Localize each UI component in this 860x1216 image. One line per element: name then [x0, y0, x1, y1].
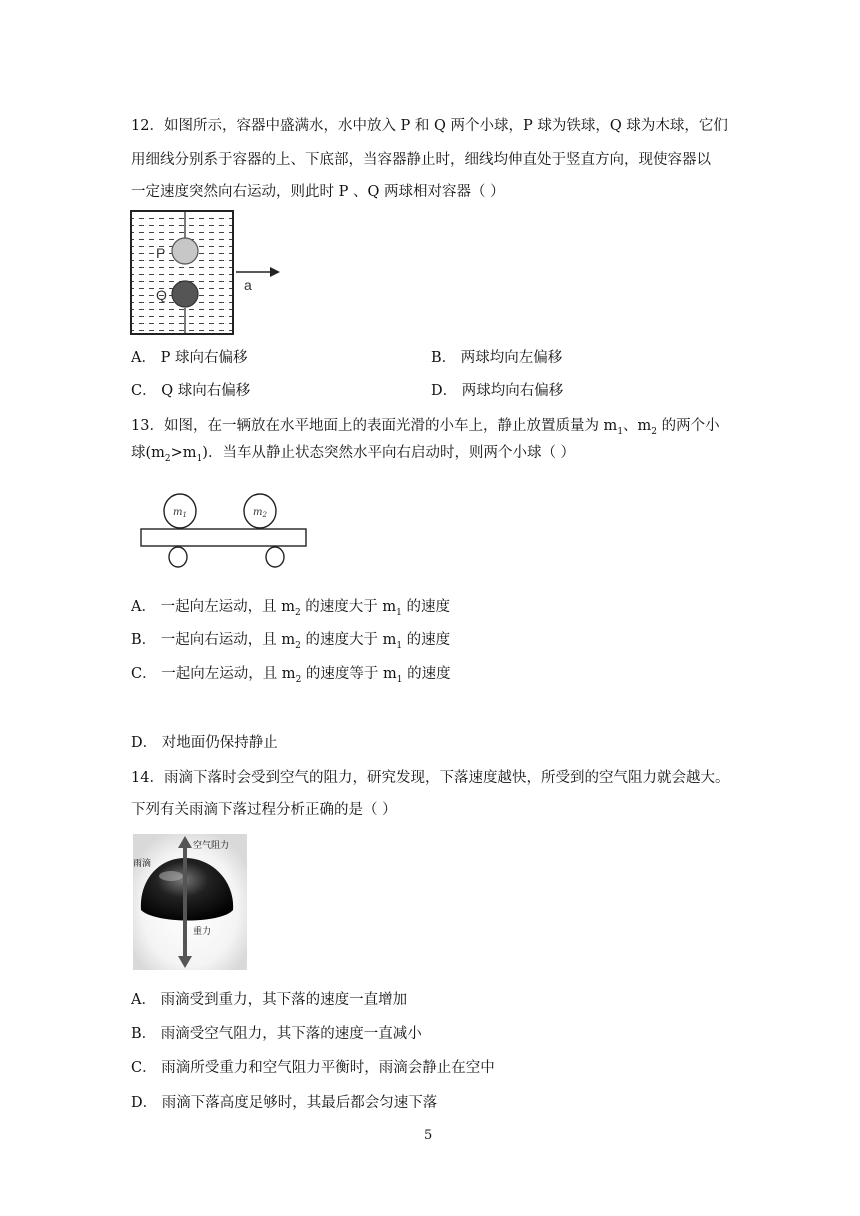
label-gravity: 重力: [193, 927, 212, 937]
q14-option-d: D． 雨滴下落高度足够时，其最后都会匀速下落: [131, 1095, 438, 1111]
q14-raindrop-figure: [131, 834, 251, 972]
q12-container-figure: [128, 208, 288, 338]
q13-text-line2: 球$(m_2>m_1)$．当车从静止状态突然水平向右启动时，则两个小球（ ）: [131, 445, 576, 464]
label-a: a: [244, 277, 252, 293]
q12-option-b: B． 两球均向左偏移: [431, 350, 563, 366]
q14-option-a: A． 雨滴受到重力，其下落的速度一直增加: [131, 992, 408, 1008]
label-air-resistance: 空气阻力: [193, 841, 230, 851]
cart-body: [141, 529, 306, 546]
label-m1: $m_1$: [173, 507, 187, 519]
q13-option-a: A． 一起向左运动，且 $m_2$ 的速度大于 $m_1$ 的速度: [131, 599, 450, 618]
q13-cart-figure: [136, 488, 316, 574]
page-number: 5: [424, 1128, 433, 1143]
label-q: Q: [156, 287, 167, 303]
label-raindrop: 雨滴: [133, 859, 152, 869]
q12-option-a: A． P 球向右偏移: [131, 350, 248, 366]
q14-option-c: C． 雨滴所受重力和空气阻力平衡时，雨滴会静止在空中: [131, 1060, 495, 1076]
q12-option-c: C． Q 球向右偏移: [131, 383, 251, 399]
cart-wheel-left: [169, 547, 187, 567]
q12-text-line1: 12．如图所示，容器中盛满水，水中放入 P 和 Q 两个小球，P 球为铁球，Q 球为木球，它们: [131, 118, 728, 134]
raindrop-highlight: [159, 871, 183, 881]
label-p: P: [156, 245, 166, 261]
q14-text-line1: 14．雨滴下落时会受到空气的阻力，研究发现，下落速度越快，所受到的空气阻力就会越大。: [131, 770, 730, 786]
cart-wheel-right: [266, 547, 284, 567]
label-m2: $m_2$: [253, 507, 267, 519]
q14-text-line2: 下列有关雨滴下落过程分析正确的是（ ）: [131, 802, 397, 818]
q12-option-d: D． 两球均向右偏移: [431, 383, 564, 399]
q14-option-b: B． 雨滴受空气阻力，其下落的速度一直减小: [131, 1026, 422, 1042]
q12-text-line2: 用细线分别系于容器的上、下底部，当容器静止时，细线均伸直处于竖直方向，现使容器以: [131, 152, 711, 168]
q13-option-c: C． 一起向左运动，且 $m_2$ 的速度等于 $m_1$ 的速度: [131, 666, 451, 685]
ball-p: [172, 238, 198, 264]
arrow-head-icon: [270, 267, 280, 277]
q13-option-b: B． 一起向右运动，且 $m_2$ 的速度大于 $m_1$ 的速度: [131, 632, 451, 651]
q13-option-d: D． 对地面仍保持静止: [131, 735, 278, 751]
q13-text-line1: 13．如图，在一辆放在水平地面上的表面光滑的小车上，静止放置质量为 $m_1$、$m_2$ 的两个小: [131, 418, 720, 437]
ball-q: [172, 281, 198, 307]
q12-text-line3: 一定速度突然向右运动，则此时 P 、Q 两球相对容器（ ）: [131, 184, 505, 200]
water-container: [131, 211, 233, 334]
